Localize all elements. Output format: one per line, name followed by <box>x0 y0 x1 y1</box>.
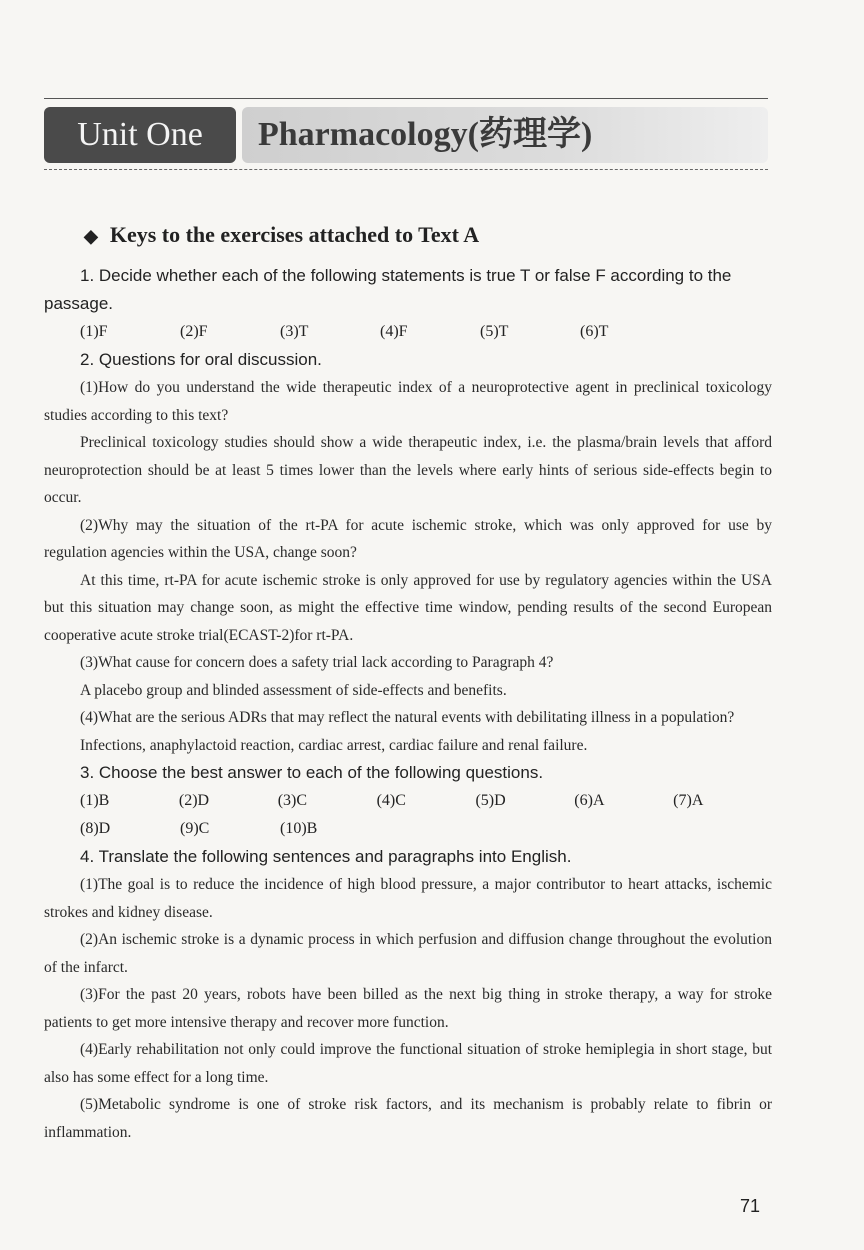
answer: (9)C <box>180 820 210 837</box>
answer: (5)T <box>480 323 509 340</box>
q4-item: (1)The goal is to reduce the incidence of high blood pressure, a major contributor to heart attacks, ischemic strokes and kidney disease. <box>44 876 772 921</box>
q4-item: (5)Metabolic syndrome is one of stroke risk factors, and its mechanism is probably relate to fibrin or inflammation. <box>44 1096 772 1141</box>
page-number: 71 <box>740 1196 761 1216</box>
q3-heading: 3. Choose the best answer to each of the following questions. <box>80 763 544 782</box>
q4-item: (2)An ischemic stroke is a dynamic process in which perfusion and diffusion change throughout the evolution of the infarct. <box>44 931 772 976</box>
q4-item: (3)For the past 20 years, robots have been billed as the next big thing in stroke therapy, a way for stroke patients to get more intensive therapy and recover more function. <box>44 986 772 1031</box>
q2-answer: Preclinical toxicology studies should show a wide therapeutic index, i.e. the plasma/brain levels that afford neuroprotection should be at least 5 times lower than the levels where early hints of serious side-effects begin to occur. <box>44 434 772 506</box>
chapter-header <box>44 107 768 163</box>
answer: (7)A <box>673 792 704 809</box>
answer: (6)A <box>574 792 605 809</box>
answer: (2)F <box>180 323 208 340</box>
dashed-divider <box>44 169 768 170</box>
section-title: ◆ Keys to the exercises attached to Text A <box>84 222 480 247</box>
q3-answers-row1 <box>80 787 772 815</box>
answer: (6)T <box>580 323 609 340</box>
q2-question: (1)How do you understand the wide therapeutic index of a neuroprotective agent in preclinical toxicology studies according to this text? <box>44 379 772 424</box>
answer: (10)B <box>280 820 318 837</box>
subject-label: Pharmacology(药理学) <box>242 107 768 163</box>
q2-question: (2)Why may the situation of the rt-PA for acute ischemic stroke, which was only approved for use by regulation agencies within the USA, change soon? <box>44 516 772 561</box>
q2-answer: Infections, anaphylactoid reaction, cardiac arrest, cardiac failure and renal failure. <box>80 736 588 754</box>
top-rule <box>44 98 768 99</box>
answer: (4)C <box>376 792 406 809</box>
q2-question: (4)What are the serious ADRs that may reflect the natural events with debilitating illness in a population? <box>80 709 735 726</box>
q2-heading: 2. Questions for oral discussion. <box>80 350 322 369</box>
q1-heading: 1. Decide whether each of the following statements is true T or false F according to the passage. <box>44 266 732 313</box>
answer: (5)D <box>475 792 506 809</box>
page-content <box>44 222 772 1146</box>
q4-item: (4)Early rehabilitation not only could improve the functional situation of stroke hemiplegia in short stage, but also has some effect for a long time. <box>44 1041 772 1086</box>
answer: (3)C <box>277 792 308 809</box>
answer: (3)T <box>280 323 309 340</box>
answer: (2)D <box>178 792 210 809</box>
unit-label: Unit One <box>44 107 236 163</box>
answer: (4)F <box>380 323 408 340</box>
q3-answers-row2 <box>80 815 772 843</box>
q1-answers <box>80 318 772 346</box>
q2-answer: At this time, rt-PA for acute ischemic stroke is only approved for use by regulatory agencies within the USA but this situation may change soon, as might the effective time window, pending results of the second European cooperative acute stroke trial(ECAST-2)for rt-PA. <box>44 571 772 644</box>
q2-answer: A placebo group and blinded assessment of side-effects and benefits. <box>80 681 507 699</box>
diamond-bullet-icon: ◆ <box>84 226 98 246</box>
answer: (1)B <box>80 792 110 809</box>
answer: (1)F <box>80 323 108 340</box>
q2-question: (3)What cause for concern does a safety trial lack according to Paragraph 4? <box>80 654 554 671</box>
q4-heading: 4. Translate the following sentences and paragraphs into English. <box>80 847 572 866</box>
answer: (8)D <box>80 820 111 837</box>
